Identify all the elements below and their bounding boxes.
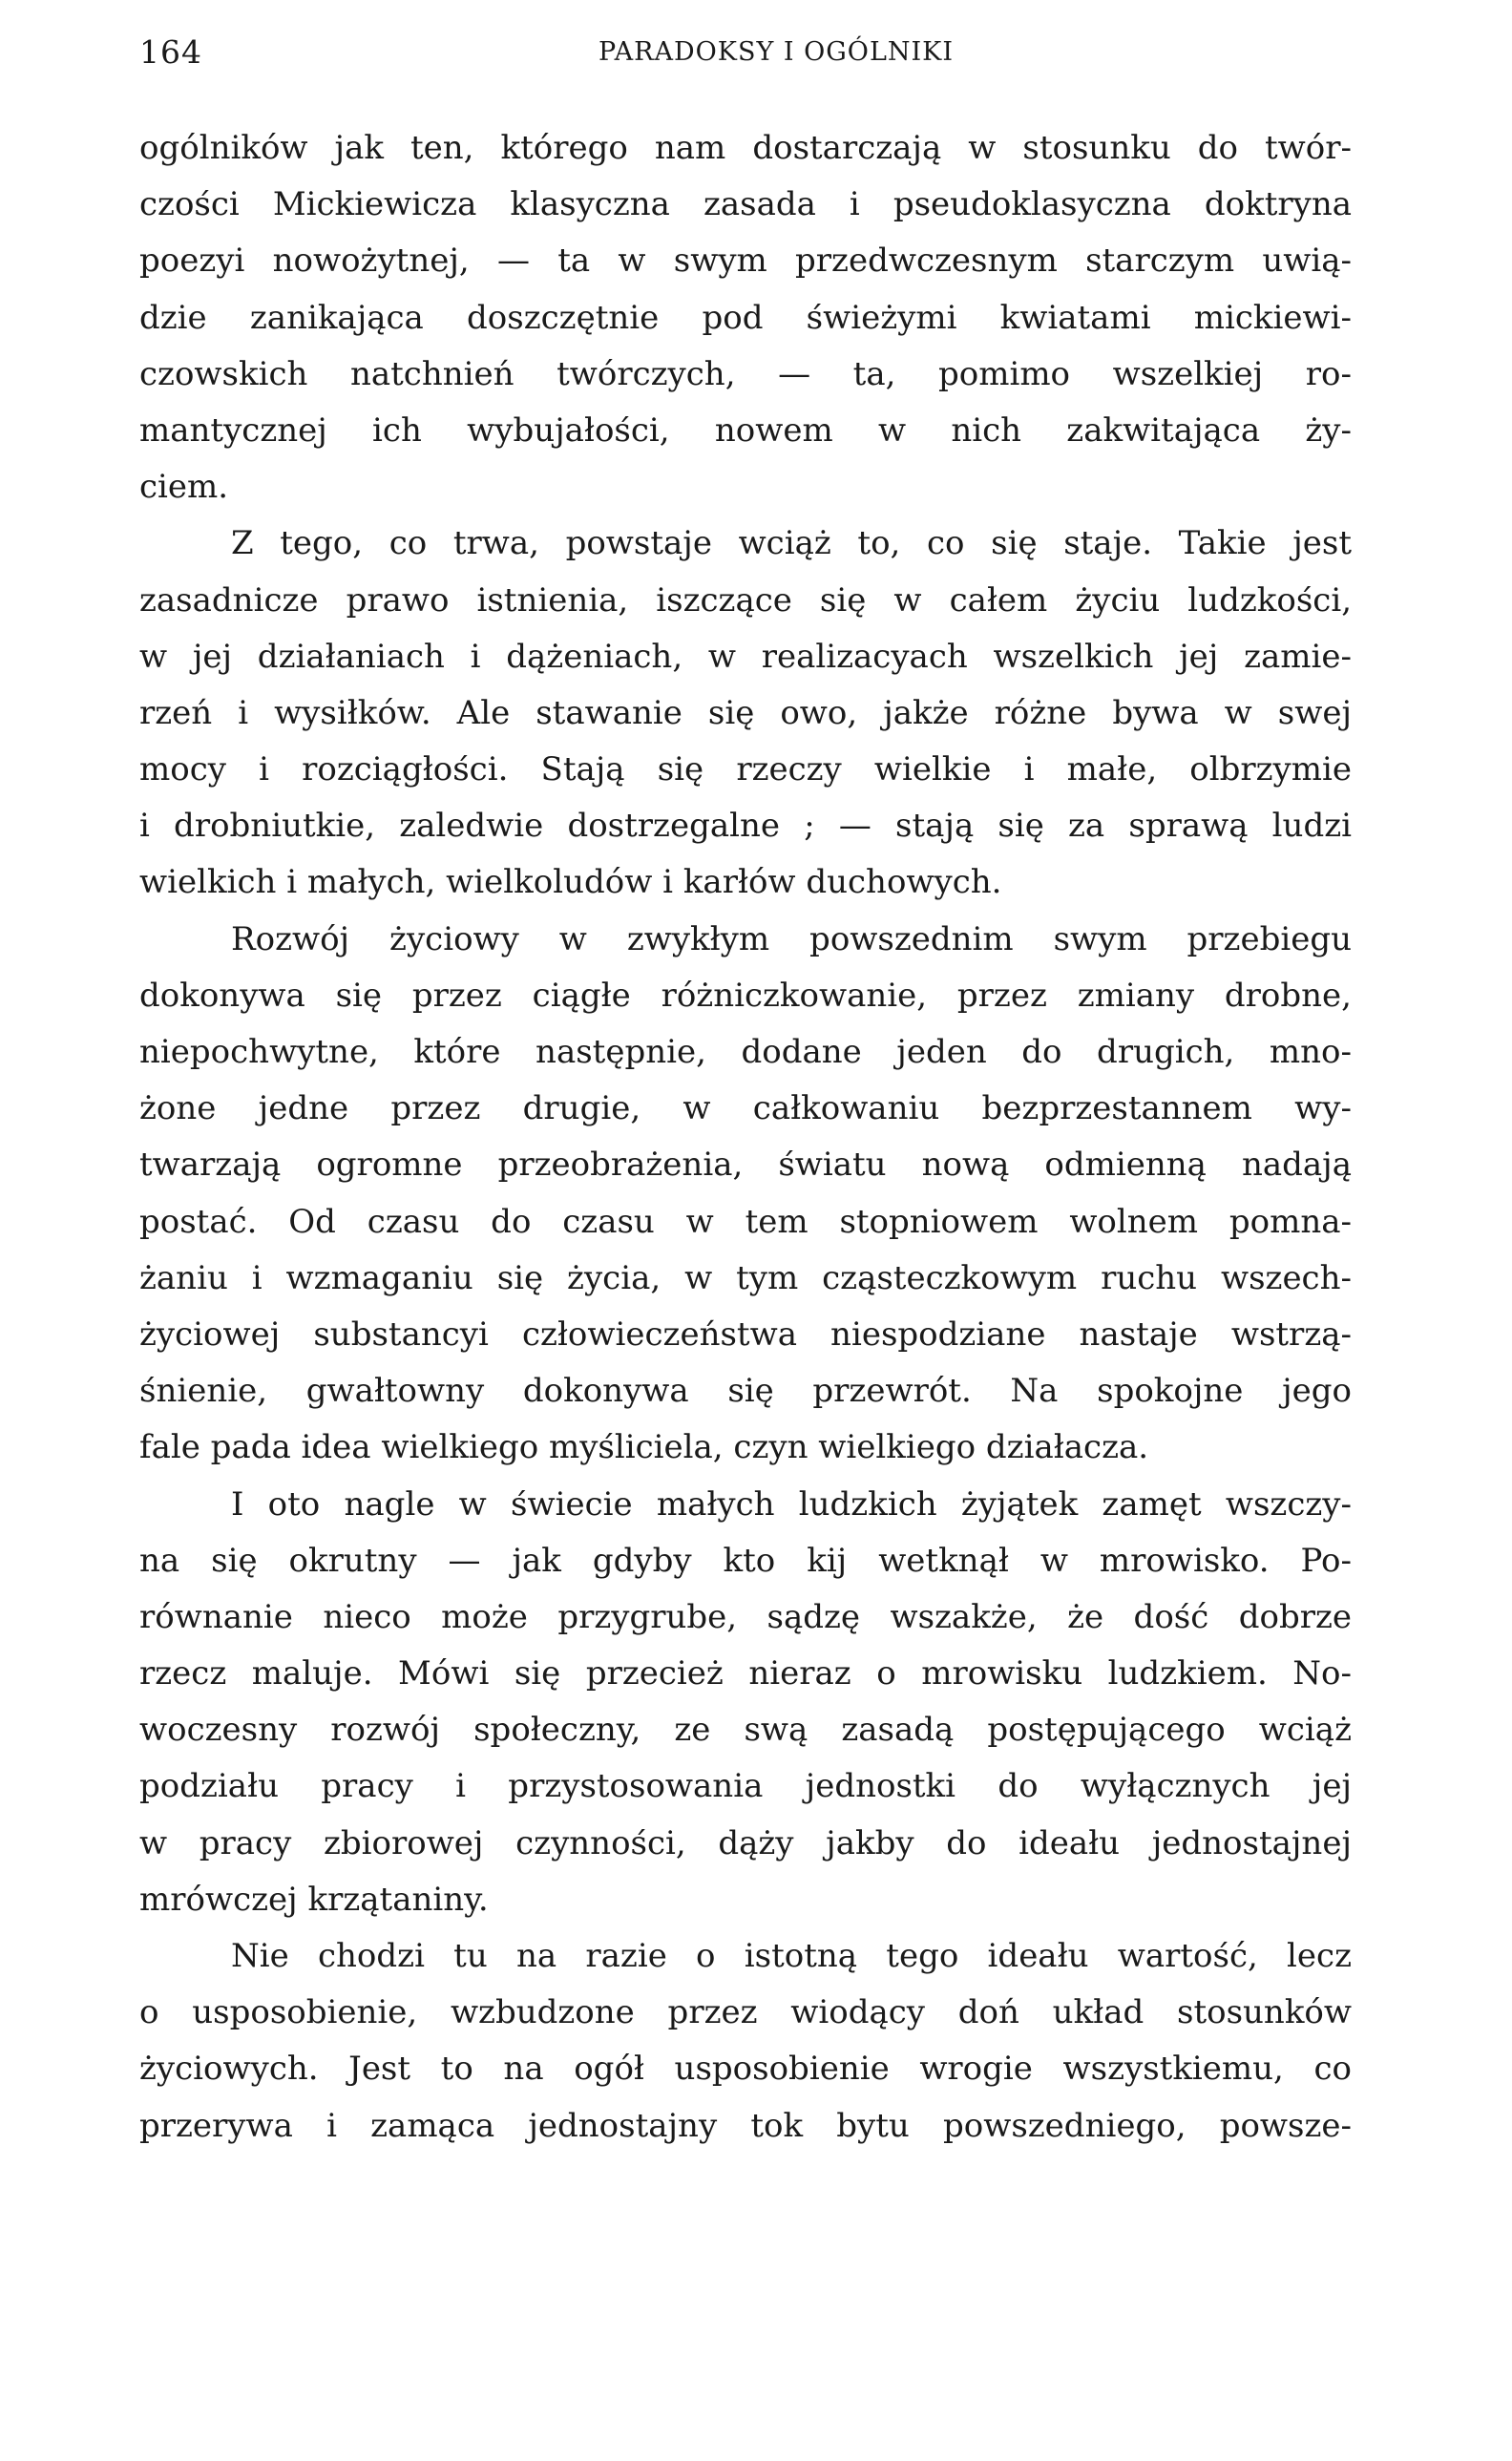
text-line: wielkich i małych, wielkoludów i karłów duchowych. [139, 863, 1002, 902]
text-line: I oto nagle w świecie małych ludzkich żyjątek zamęt wszczy- [231, 1484, 1352, 1524]
text-line: dzie zanikająca doszczętnie pod świeżymi kwiatami mickiewi- [139, 298, 1352, 337]
text-line: postać. Od czasu do czasu w tem stopniowem wolnem pomna- [139, 1202, 1352, 1241]
text-line: twarzają ogromne przeobrażenia, światu nową odmienną nadają [139, 1146, 1352, 1185]
text-line: Rozwój życiowy w zwykłym powszednim swym przebiegu [231, 919, 1352, 958]
text-line: fale pada idea wielkiego myśliciela, czyn wielkiego działacza. [139, 1428, 1149, 1467]
text-line: przerywa i zamąca jednostajny tok bytu powszedniego, powsze- [139, 2106, 1352, 2145]
text-line: zasadnicze prawo istnienia, iszczące się w całem życiu ludzkości, [139, 580, 1352, 620]
text-line: rzeń i wysiłków. Ale stawanie się owo, jakże różne bywa w swej [139, 693, 1352, 732]
text-line: ogólników jak ten, którego nam dostarczają w stosunku do twór- [139, 129, 1352, 167]
text-line: czości Mickiewicza klasyczna zasada i pseudoklasyczna doktryna [139, 185, 1352, 224]
text-line: i drobniutkie, zaledwie dostrzegalne ; — stają się za sprawą ludzi [139, 807, 1352, 846]
page-number: 164 [139, 33, 202, 71]
text-line: mantycznej ich wybujałości, nowem w nich zakwitająca ży- [139, 410, 1352, 450]
running-head [139, 29, 1375, 76]
text-line: mrówczej krzątaniny. [139, 1880, 489, 1919]
text-line: życiowych. Jest to na ogół usposobienie wrogie wszystkiemu, co [139, 2050, 1352, 2089]
text-line: śnienie, gwałtowny dokonywa się przewrót. Na spokojne jego [139, 1372, 1352, 1411]
text-line: ciem. [139, 468, 229, 507]
text-line: dokonywa się przez ciągłe różniczkowanie, przez zmiany drobne, [139, 976, 1352, 1015]
text-line: życiowej substancyi człowieczeństwa niespodziane nastaje wstrzą- [139, 1315, 1352, 1354]
running-title: PARADOKSY I OGÓLNIKI [598, 37, 954, 67]
text-line: czowskich natchnień twórczych, — ta, pomimo wszelkiej ro- [139, 354, 1352, 393]
text-line: niepochwytne, które następnie, dodane jeden do drugich, mno- [139, 1033, 1352, 1071]
text-line: o usposobienie, wzbudzone przez wiodący doń układ stosunków [139, 1993, 1352, 2032]
text-line: w pracy zbiorowej czynności, dąży jakby do ideału jednostajnej [139, 1823, 1352, 1862]
text-line: woczesny rozwój społeczny, ze swą zasadą postępującego wciąż [139, 1711, 1352, 1750]
text-line: rzecz maluje. Mówi się przecież nieraz o mrowisku ludzkiem. No- [139, 1654, 1352, 1693]
text-line: żone jedne przez drugie, w całkowaniu bezprzestannem wy- [139, 1089, 1352, 1128]
text-line: podziału pracy i przystosowania jednostki do wyłącznych jej [139, 1767, 1352, 1806]
text-line: na się okrutny — jak gdyby kto kij wetknął w mrowisko. Po- [139, 1541, 1352, 1580]
text-line: Z tego, co trwa, powstaje wciąż to, co się staje. Takie jest [231, 524, 1352, 563]
text-line: Nie chodzi tu na razie o istotną tego ideału wartość, lecz [231, 1937, 1352, 1975]
text-line: mocy i rozciągłości. Stają się rzeczy wielkie i małe, olbrzymie [139, 750, 1352, 789]
body-text [139, 120, 1352, 2155]
text-line: poezyi nowożytnej, — ta w swym przedwczesnym starczym uwią- [139, 242, 1352, 281]
text-line: żaniu i wzmaganiu się życia, w tym cząsteczkowym ruchu wszech- [139, 1258, 1352, 1297]
text-line: w jej działaniach i dążeniach, w realizacyach wszelkich jej zamie- [139, 637, 1352, 676]
text-line: równanie nieco może przygrube, sądzę wszakże, że dość dobrze [139, 1597, 1352, 1636]
